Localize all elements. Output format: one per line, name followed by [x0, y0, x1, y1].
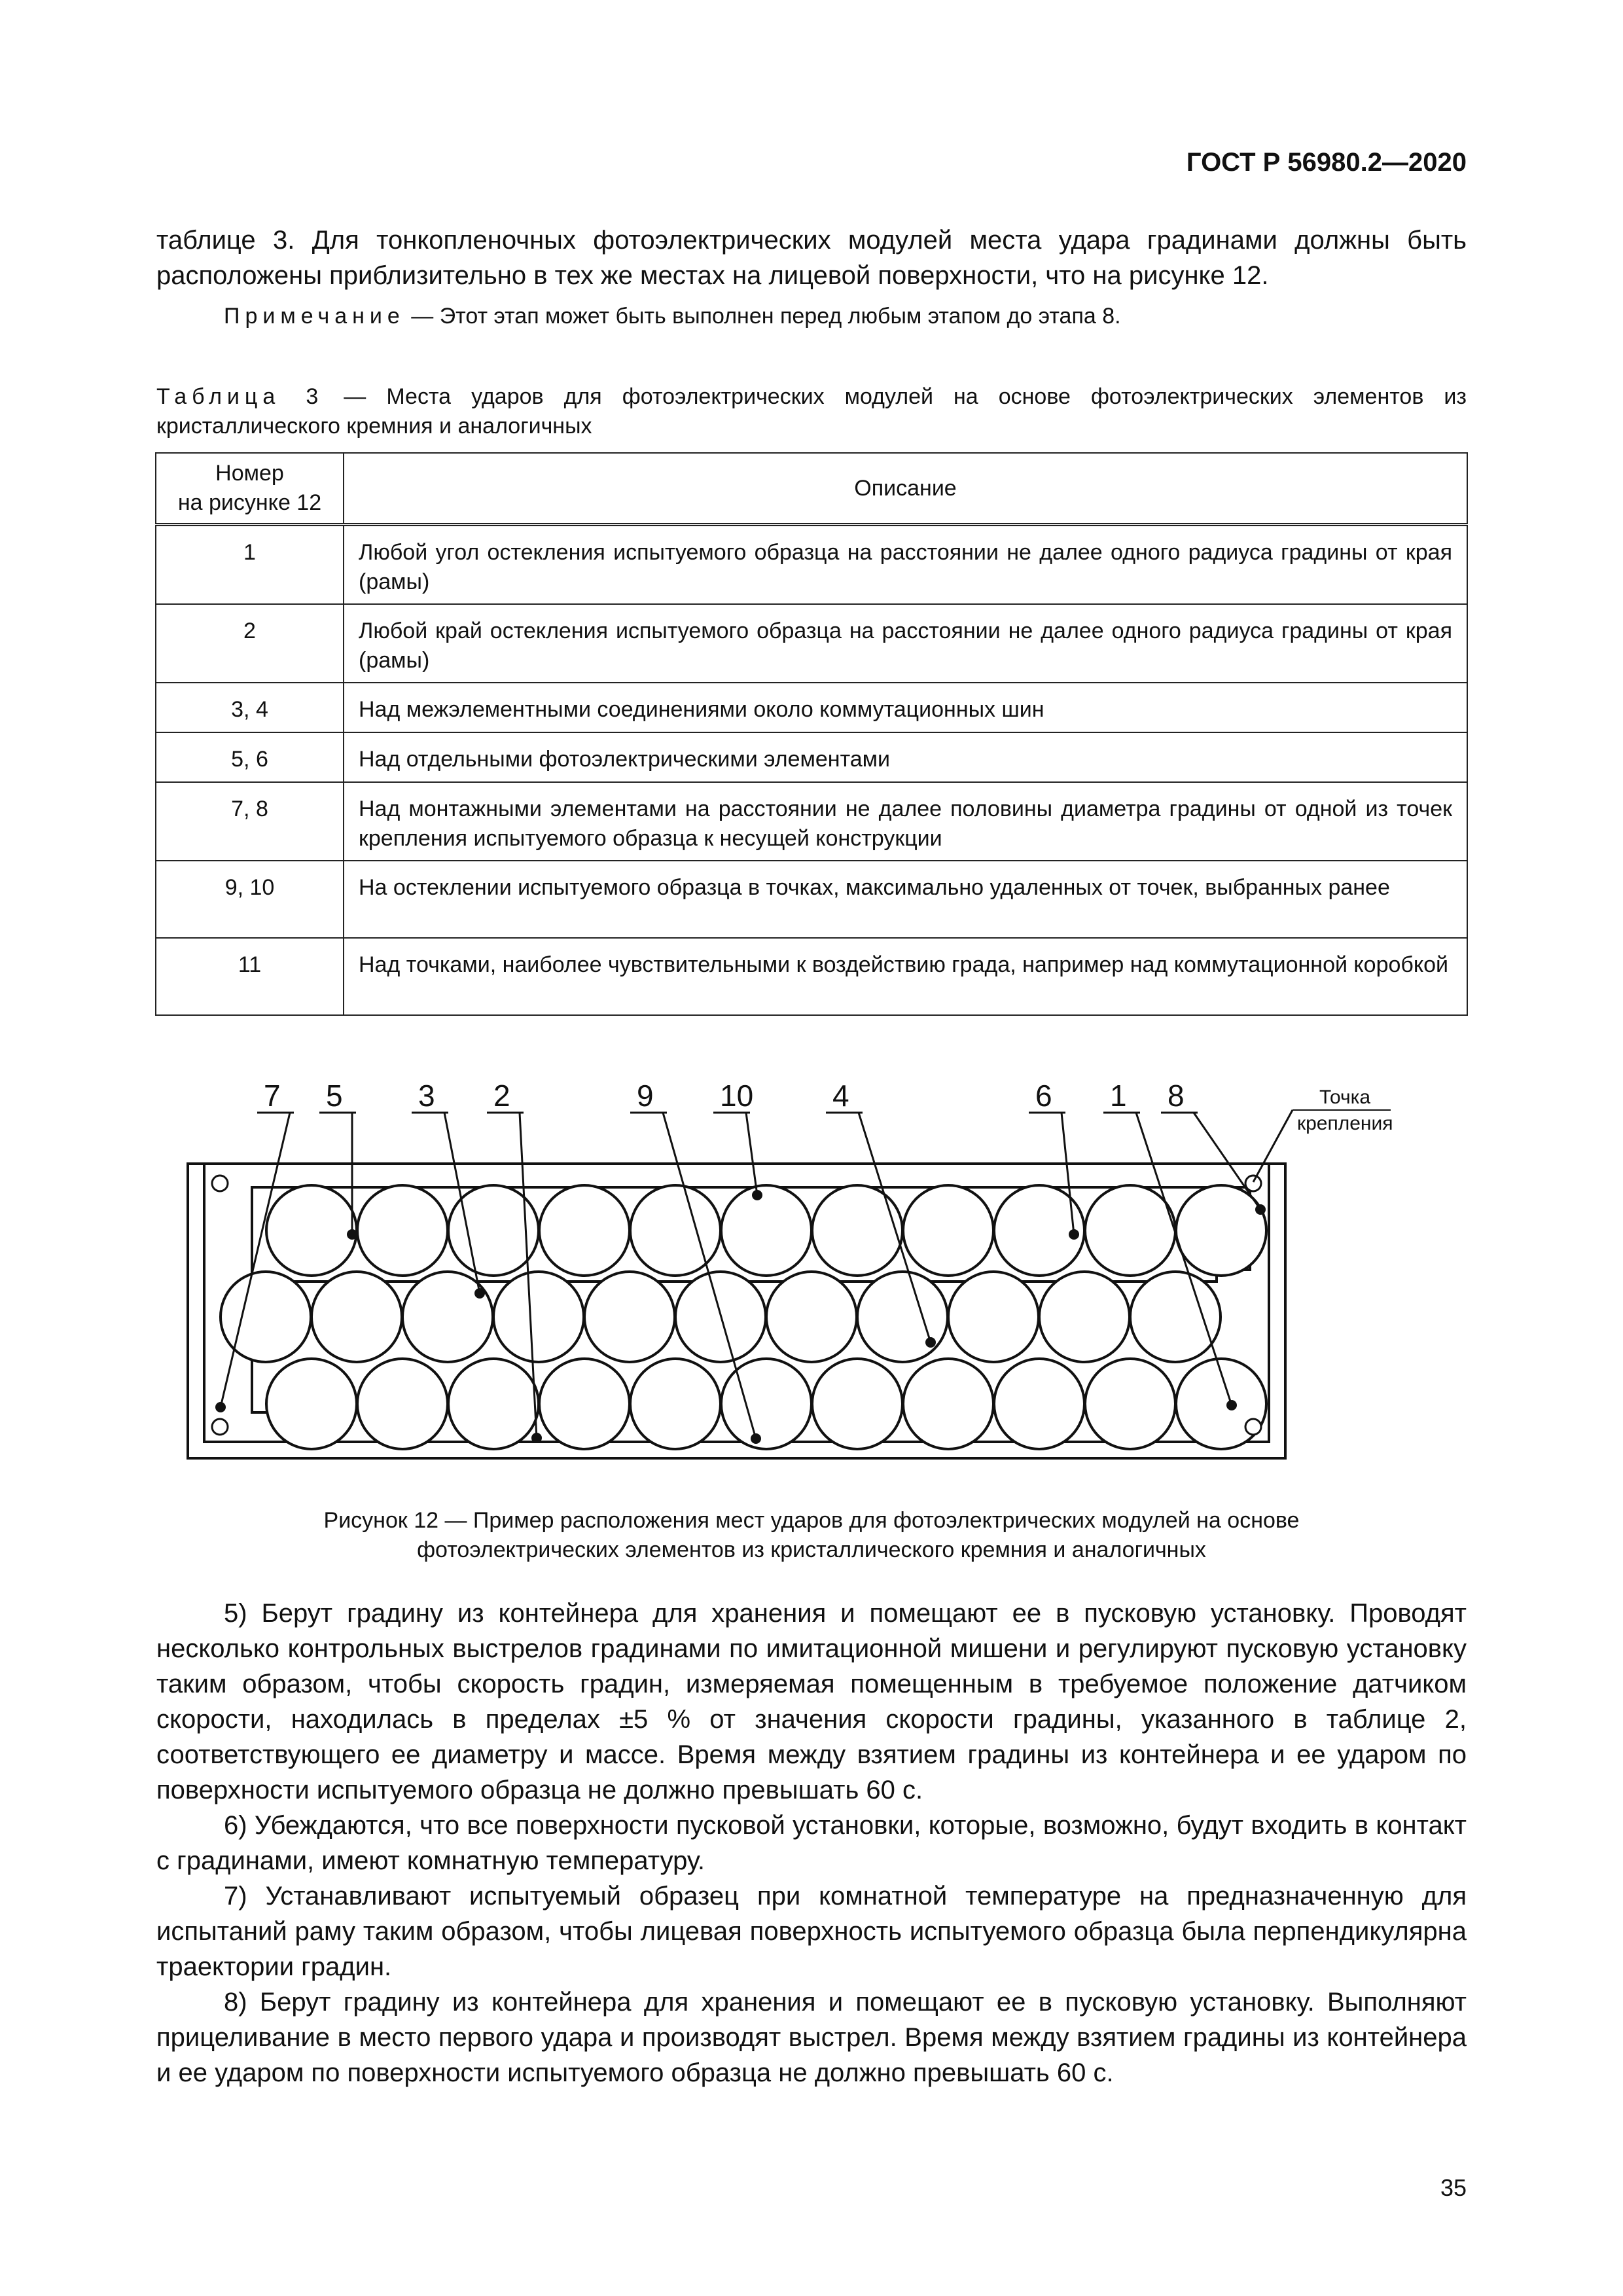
header-number-line2: на рисунке 12 — [177, 490, 322, 515]
pv-cell — [948, 1272, 1039, 1362]
figure-caption — [156, 1506, 1467, 1565]
impact-point — [531, 1433, 542, 1443]
impact-point — [1226, 1400, 1237, 1410]
pv-cell — [357, 1185, 448, 1276]
point-label-8: 8 — [1168, 1079, 1185, 1113]
pv-cell — [539, 1359, 630, 1449]
point-label-9: 9 — [637, 1079, 654, 1113]
row-description: Над отдельными фотоэлектрическими элементами — [344, 732, 1467, 782]
pv-cell — [857, 1272, 948, 1362]
impact-point — [752, 1190, 762, 1200]
row-number: 9, 10 — [156, 861, 344, 938]
table-row — [156, 732, 1467, 782]
pv-cell — [994, 1359, 1084, 1449]
pv-cell — [312, 1272, 402, 1362]
row-number: 3, 4 — [156, 683, 344, 732]
point-label-1: 1 — [1110, 1079, 1127, 1113]
mount-hole — [212, 1419, 228, 1435]
row-description: На остеклении испытуемого образца в точках, максимально удаленных от точек, выбранных ранее — [344, 861, 1467, 938]
figure-12-diagram — [177, 1060, 1393, 1479]
cell-array — [221, 1185, 1266, 1449]
pv-cell — [402, 1272, 493, 1362]
pv-cell — [1130, 1272, 1221, 1362]
row-description: Над межэлементными соединениями около коммутационных шин — [344, 683, 1467, 732]
point-label-5: 5 — [326, 1079, 343, 1113]
pv-cell — [903, 1185, 993, 1276]
pv-cell — [630, 1185, 721, 1276]
point-label-4: 4 — [832, 1079, 849, 1113]
header-description: Описание — [344, 453, 1467, 525]
pv-cell — [812, 1185, 902, 1276]
figure-caption-line2: фотоэлектрических элементов из кристаллического кремния и аналогичных — [417, 1537, 1206, 1562]
point-label-10: 10 — [720, 1079, 754, 1113]
intro-paragraph: таблице 3. Для тонкопленочных фотоэлектрических модулей места удара градинами должны быть расположены приблизительно в тех же местах на лицевой поверхности, что на рисунке 12. — [156, 226, 1467, 290]
impact-point — [1069, 1229, 1079, 1240]
table-row — [156, 782, 1467, 861]
step-paragraph: 8) Берут градину из контейнера для хранения и помещают ее в пусковую установку. Выполняют прицеливание в место первого удара и производят выстрел. Время между взятием градины из контейнера и ее ударом по поверхности испытуемого образца не должно превышать 60 с. — [156, 1988, 1467, 2087]
pv-cell — [448, 1359, 539, 1449]
row-number: 11 — [156, 938, 344, 1015]
row-description: Над монтажными элементами на расстоянии не далее половины диаметра градины от одной из точек крепления испытуемого образца к несущей конструкции — [344, 782, 1467, 861]
row-number: 2 — [156, 604, 344, 683]
header-number — [156, 453, 344, 525]
impact-point — [347, 1229, 357, 1240]
pv-cell — [493, 1272, 584, 1362]
note-label: Примечание — [224, 304, 405, 329]
row-description: Любой угол остекления испытуемого образца на расстоянии не далее одного радиуса градины от края (рамы) — [344, 525, 1467, 605]
pv-cell — [721, 1359, 812, 1449]
header-number-line1: Номер — [215, 461, 284, 486]
row-description: Любой край остекления испытуемого образца на расстоянии не далее одного радиуса градины от края (рамы) — [344, 604, 1467, 683]
table-row — [156, 683, 1467, 732]
pv-cell — [903, 1359, 993, 1449]
procedure-steps — [156, 1596, 1467, 2090]
mount-label-line1: Точка — [1319, 1086, 1371, 1108]
pv-cell — [630, 1359, 721, 1449]
step-paragraph: 7) Устанавливают испытуемый образец при комнатной температуре на предназначенную для испытаний раму таким образом, чтобы лицевая поверхность испытуемого образца была перпендикулярна траектории градин. — [156, 1882, 1467, 1981]
row-description: Над точками, наиболее чувствительными к воздействию града, например над коммутационной коробкой — [344, 938, 1467, 1015]
impact-point — [215, 1402, 226, 1412]
pv-cell — [1039, 1272, 1130, 1362]
table-header-row — [156, 453, 1467, 525]
note-text: — Этот этап может быть выполнен перед любым этапом до этапа 8. — [404, 304, 1121, 329]
point-label-7: 7 — [264, 1079, 281, 1113]
table-caption — [156, 382, 1467, 441]
note — [224, 304, 1121, 329]
impact-point — [751, 1433, 761, 1444]
table-row — [156, 604, 1467, 683]
point-label-6: 6 — [1035, 1079, 1052, 1113]
step-paragraph: 6) Убеждаются, что все поверхности пусковой установки, которые, возможно, будут входить в контакт с градинами, имеют комнатную температуру. — [156, 1811, 1467, 1875]
impact-point — [925, 1337, 936, 1348]
pv-cell — [539, 1185, 630, 1276]
pv-cell — [721, 1185, 812, 1276]
impact-point — [474, 1288, 485, 1299]
mount-label-line2: крепления — [1297, 1113, 1393, 1134]
point-label-2: 2 — [493, 1079, 510, 1113]
page-number: 35 — [1440, 2174, 1467, 2201]
table-row — [156, 938, 1467, 1015]
pv-cell — [266, 1359, 357, 1449]
pv-cell — [357, 1359, 448, 1449]
pv-cell — [1085, 1185, 1175, 1276]
pv-cell — [812, 1359, 902, 1449]
pv-cell — [266, 1185, 357, 1276]
mount-hole — [1245, 1419, 1261, 1435]
point-labels — [264, 1079, 1185, 1113]
pv-cell — [584, 1272, 675, 1362]
table-caption-text: — Места ударов для фотоэлектрических модулей на основе фотоэлектрических элементов из кристаллического кремния и аналогичных — [156, 384, 1467, 439]
pv-cell — [1085, 1359, 1175, 1449]
mount-hole — [212, 1175, 228, 1191]
table-caption-label: Таблица 3 — [156, 384, 324, 409]
document-header: ГОСТ Р 56980.2—2020 — [1186, 148, 1467, 177]
row-number: 7, 8 — [156, 782, 344, 861]
row-number: 5, 6 — [156, 732, 344, 782]
mount-hole — [1245, 1175, 1261, 1191]
leader-line — [746, 1113, 757, 1195]
step-paragraph: 5) Берут градину из контейнера для хранения и помещают ее в пусковую установку. Проводят несколько контрольных выстрелов градинами по имитационной мишени и регулируют пусковую установку таким образом, чтобы скорость градин, измеряемая помещенным в требуемое положение датчиком скорости, находилась в пределах ±5 % от значения скорости градины, указанного в таблице 2, соответствующего ее диаметру и массе. Время между взятием градины из контейнера и ее ударом по поверхности испытуемого образца не должно превышать 60 с. — [156, 1599, 1467, 1804]
table-row — [156, 861, 1467, 938]
figure-caption-line1: Рисунок 12 — Пример расположения мест ударов для фотоэлектрических модулей на основе — [323, 1508, 1300, 1533]
row-number: 1 — [156, 525, 344, 605]
point-label-3: 3 — [418, 1079, 435, 1113]
impact-point — [1255, 1204, 1266, 1215]
pv-cell — [766, 1272, 857, 1362]
impact-locations-table — [155, 452, 1468, 1016]
table-row — [156, 525, 1467, 605]
